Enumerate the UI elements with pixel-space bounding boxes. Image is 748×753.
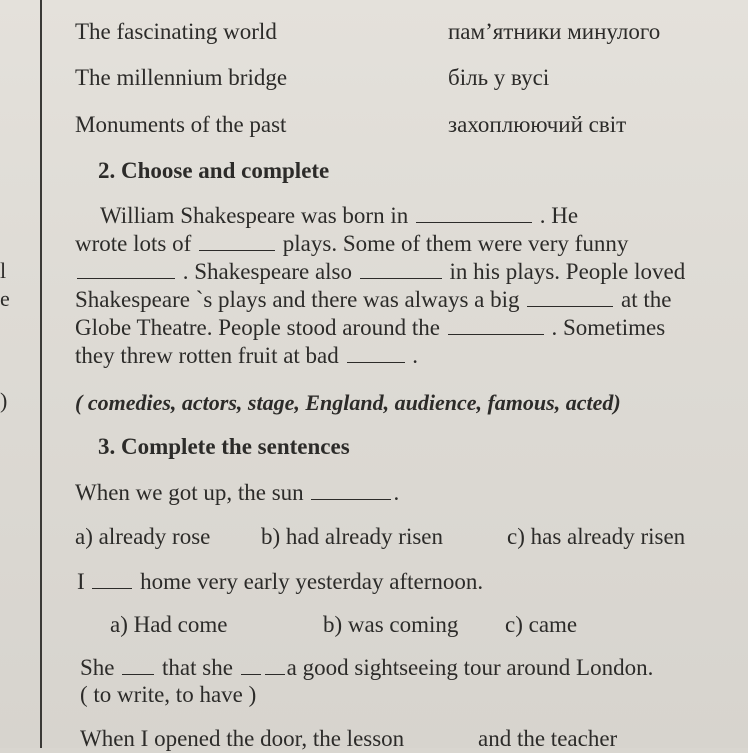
match-right-1: пам’ятники минулого [448, 19, 661, 44]
text: plays. Some of them were very funny [282, 231, 629, 256]
text: a good sightseeing tour around London. [286, 655, 654, 680]
match-left-2: The millennium bridge [75, 65, 288, 90]
q1-option-c[interactable]: c) has already risen [507, 524, 686, 549]
answer-blank[interactable] [92, 570, 132, 589]
q1-option-b[interactable]: b) had already risen [261, 524, 444, 549]
margin-line [40, 0, 42, 748]
match-left-3: Monuments of the past [75, 112, 287, 137]
q2-option-b[interactable]: b) was coming [323, 612, 459, 637]
text: William Shakespeare was born in [100, 203, 409, 228]
task2-line-3 [75, 258, 685, 286]
q4-sentence-start: When I opened the door, the lesson [80, 726, 405, 751]
text: . Sometimes [551, 315, 666, 340]
q3-hint: ( to write, to have ) [80, 682, 257, 707]
q4-sentence-end: and the teacher [478, 726, 618, 751]
answer-blank[interactable] [241, 656, 261, 675]
text: . He [539, 203, 579, 228]
q2-sentence [77, 568, 483, 596]
text: I [77, 569, 85, 594]
q1-sentence [75, 479, 399, 507]
text: they threw rotten fruit at bad [75, 343, 339, 368]
text: When we got up, the sun [75, 480, 304, 505]
word-bank: ( comedies, actors, stage, England, audience, famous, acted) [75, 390, 621, 415]
task2-line-2 [75, 230, 628, 258]
answer-blank[interactable] [77, 260, 175, 279]
q2-option-c[interactable]: c) came [505, 612, 578, 637]
text: . [412, 343, 419, 368]
answer-blank[interactable] [448, 316, 544, 335]
text: . Shakespeare also [182, 259, 352, 284]
cut-off-margin-letter: ) [0, 388, 8, 413]
cut-off-margin-letter: e [0, 286, 10, 311]
task2-line-6 [75, 342, 418, 370]
answer-blank[interactable] [199, 232, 275, 251]
answer-blank[interactable] [347, 344, 405, 363]
text: wrote lots of [75, 231, 192, 256]
text: . [393, 480, 400, 505]
q2-option-a[interactable]: a) Had come [110, 612, 228, 637]
match-right-3: захоплюючий світ [448, 112, 627, 137]
answer-blank[interactable] [416, 204, 532, 223]
answer-blank[interactable] [360, 260, 442, 279]
task2-heading: 2. Choose and complete [98, 158, 330, 183]
text: in his plays. People loved [449, 259, 686, 284]
text: home very early yesterday afternoon. [140, 569, 484, 594]
cut-off-margin-letter: l [0, 258, 7, 283]
q1-option-a[interactable]: a) already rose [75, 524, 211, 549]
answer-blank[interactable] [122, 656, 154, 675]
task2-line-1 [100, 202, 578, 230]
match-left-1: The fascinating world [75, 19, 277, 44]
task3-heading: 3. Complete the sentences [98, 434, 350, 459]
match-right-2: біль у вусі [448, 65, 550, 90]
answer-blank[interactable] [527, 288, 613, 307]
text: that she [162, 655, 233, 680]
text: Globe Theatre. People stood around the [75, 315, 440, 340]
task2-line-5 [75, 314, 665, 342]
answer-blank[interactable] [265, 656, 285, 675]
task2-line-4 [75, 286, 671, 314]
q3-sentence [80, 654, 653, 682]
text: at the [621, 287, 672, 312]
answer-blank[interactable] [311, 481, 391, 500]
text: Shakespeare `s plays and there was always a big [75, 287, 520, 312]
text: She [80, 655, 115, 680]
